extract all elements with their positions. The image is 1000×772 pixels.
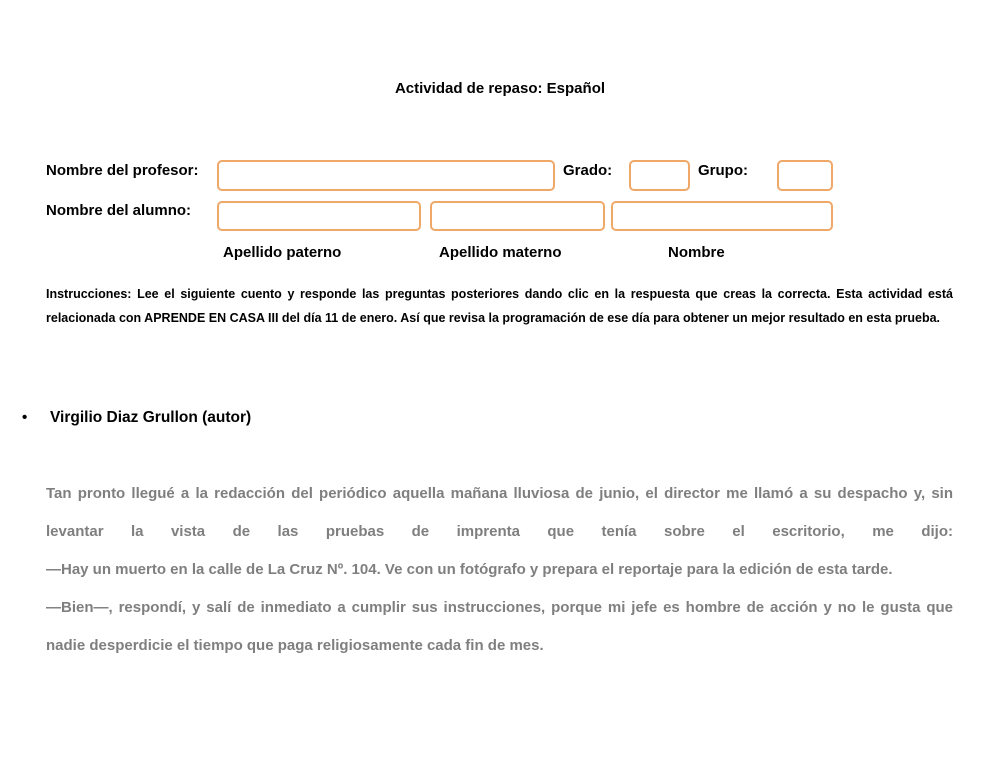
first-name-caption: Nombre xyxy=(668,244,725,261)
student-name-label: Nombre del alumno: xyxy=(46,202,192,219)
story-paragraph: Tan pronto llegué a la redacción del periódico aquella mañana lluviosa de junio, el director me llamó a su despacho y, sin levantar la vista de las pruebas de imprenta que tenía sobre el escritorio, me dijo: xyxy=(46,485,953,540)
maternal-surname-caption: Apellido materno xyxy=(439,244,562,261)
instructions-text: Instrucciones: Lee el siguiente cuento y responde las preguntas posteriores dando clic en la respuesta que creas la correcta. Esta actividad está relacionada con APRENDE EN CASA III del día 11 de enero. Así que revisa la programación de ese día para obtener un mejor resultado en esta prueba. xyxy=(46,287,953,325)
bullet-icon: • xyxy=(22,409,28,426)
grade-label: Grado: xyxy=(563,162,613,179)
group-label: Grupo: xyxy=(698,162,748,179)
page-title: Actividad de repaso: Español xyxy=(394,80,606,97)
grade-input[interactable] xyxy=(629,160,690,191)
paternal-surname-caption: Apellido paterno xyxy=(223,244,342,261)
paternal-surname-input[interactable] xyxy=(217,201,421,231)
first-name-input[interactable] xyxy=(611,201,833,231)
group-input[interactable] xyxy=(777,160,833,191)
author-name: Virgilio Diaz Grullon (autor) xyxy=(50,409,252,426)
teacher-name-label: Nombre del profesor: xyxy=(46,162,199,179)
story-body xyxy=(46,475,953,665)
story-paragraph: —Hay un muerto en la calle de La Cruz Nº. 104. Ve con un fotógrafo y prepara el reportaje para la edición de esta tarde. xyxy=(46,561,893,578)
story-paragraph: —Bien—, respondí, y salí de inmediato a cumplir sus instrucciones, porque mi jefe es hombre de acción y no le gusta que nadie desperdicie el tiempo que paga religiosamente cada fin de mes. xyxy=(46,599,953,654)
teacher-name-input[interactable] xyxy=(217,160,555,191)
maternal-surname-input[interactable] xyxy=(430,201,605,231)
